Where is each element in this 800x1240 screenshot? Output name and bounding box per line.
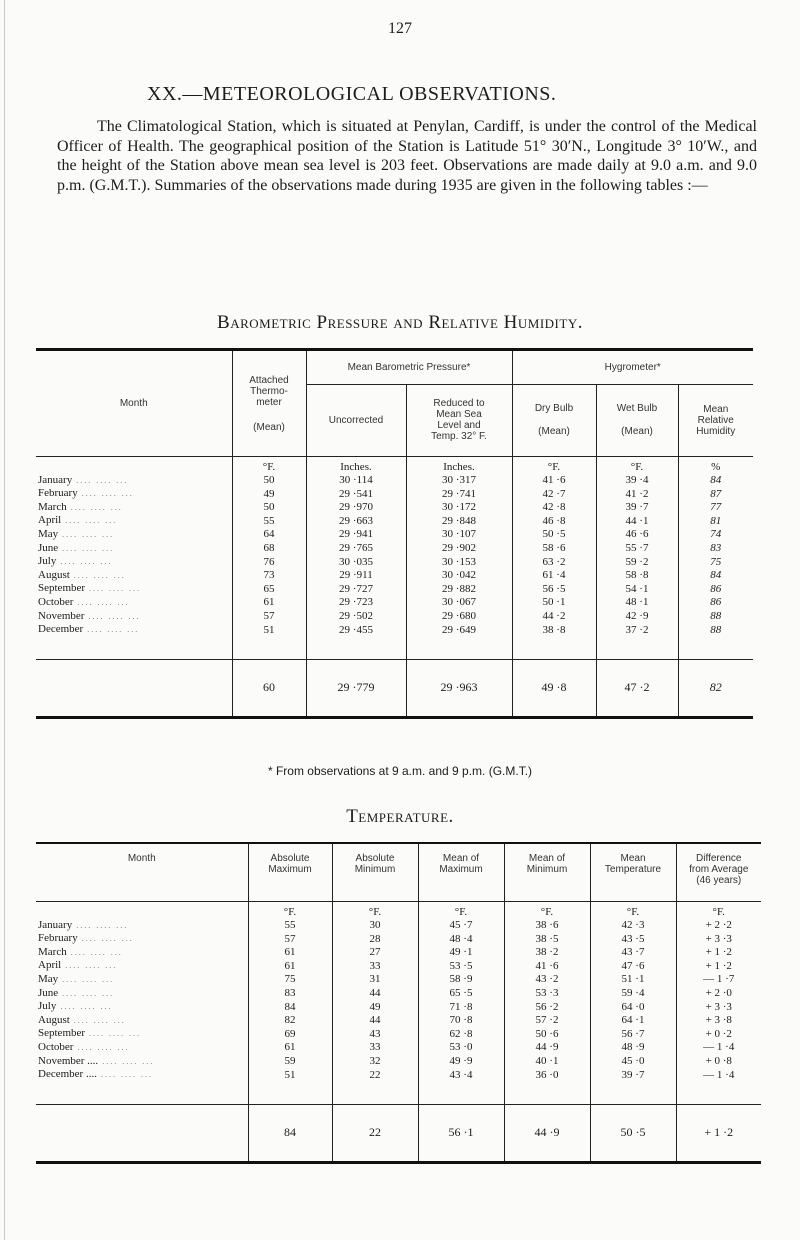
table-row (36, 487, 753, 501)
mean_min-cell: 56 ·2 (504, 1000, 590, 1014)
leader-dots: .... .... ... (72, 920, 129, 930)
month-cell (36, 501, 232, 515)
mean_temp-cell: 51 ·1 (590, 973, 676, 987)
month-cell (36, 932, 248, 946)
wet-cell: 48 ·1 (596, 596, 678, 610)
rh-cell: 86 (678, 596, 753, 610)
wet-cell: 44 ·1 (596, 514, 678, 528)
abs_min-cell: 27 (332, 946, 418, 960)
mean_min-cell: 38 ·2 (504, 946, 590, 960)
summary-mean_min: 44 ·9 (504, 1104, 590, 1162)
header-relative-humidity: Mean Relative Humidity (678, 384, 753, 456)
attached-cell: 51 (232, 623, 306, 659)
wet-cell: 37 ·2 (596, 623, 678, 659)
attached-cell: 64 (232, 528, 306, 542)
header-dry-bulb: Dry Bulb (Mean) (512, 384, 596, 456)
mean_max-cell: 53 ·5 (418, 959, 504, 973)
diff-cell: — 1 ·4 (676, 1068, 761, 1104)
dry-cell: 50 ·1 (512, 596, 596, 610)
leader-dots: .... .... ... (73, 1042, 130, 1052)
unit-wet: °F. (596, 457, 678, 474)
leader-dots: .... .... ... (77, 489, 134, 499)
mean_min-cell: 43 ·2 (504, 973, 590, 987)
table-row (36, 542, 753, 556)
mean_temp-cell: 64 ·0 (590, 1000, 676, 1014)
rh-cell: 88 (678, 610, 753, 624)
month-cell (36, 973, 248, 987)
leader-dots: .... .... ... (61, 961, 118, 971)
summary-month-cell (36, 659, 232, 717)
abs_max-cell: 69 (248, 1027, 332, 1041)
month-name: November .... (38, 1054, 99, 1067)
diff-cell: + 2 ·2 (676, 919, 761, 933)
month-cell (36, 1041, 248, 1055)
reduced-cell: 29 ·902 (406, 542, 512, 556)
wet-cell: 42 ·9 (596, 610, 678, 624)
month-name: July (38, 1000, 57, 1013)
rh-cell: 87 (678, 487, 753, 501)
leader-dots: .... .... ... (72, 475, 129, 485)
reduced-cell: 29 ·848 (406, 514, 512, 528)
intro-paragraph: The Climatological Station, which is situated at Penylan, Cardiff, is under the control of the Medical Officer of Health. The geographical position of the Station is Latitude 51° 30′N., Longitude 3° 10′W., and the height of the Station above mean sea level is 203 feet. Observations are made daily at 9.0 a.m. and 9.0 p.m. (G.M.T.). Summaries of the observations made during 1935 are given in the following tables :— (57, 118, 757, 194)
table-row (36, 582, 753, 596)
header-month: Month (36, 350, 232, 457)
summary-abs_min: 22 (332, 1104, 418, 1162)
mean_min-cell: 44 ·9 (504, 1041, 590, 1055)
month-name: February (38, 487, 78, 500)
header-reduced: Reduced to Mean Sea Level and Temp. 32° F. (406, 384, 512, 456)
table-row (36, 514, 753, 528)
month-cell (36, 555, 232, 569)
uncorrected-cell: 29 ·727 (306, 582, 406, 596)
mean_min-cell: 38 ·6 (504, 919, 590, 933)
summary-rh: 82 (678, 659, 753, 717)
page-title: XX.—METEOROLOGICAL OBSERVATIONS. (147, 83, 557, 105)
mean_min-cell: 50 ·6 (504, 1027, 590, 1041)
summary-diff: + 1 ·2 (676, 1104, 761, 1162)
leader-dots: .... .... ... (56, 557, 113, 567)
month-name: August (38, 568, 70, 581)
attached-cell: 73 (232, 569, 306, 583)
attached-cell: 61 (232, 596, 306, 610)
month-name: June (38, 986, 59, 999)
leader-dots: .... .... ... (61, 516, 118, 526)
mean_max-cell: 49 ·9 (418, 1055, 504, 1069)
reduced-cell: 30 ·317 (406, 474, 512, 488)
table-row (36, 932, 761, 946)
abs_min-cell: 22 (332, 1068, 418, 1104)
leader-dots: .... .... ... (58, 543, 115, 553)
month-cell (36, 1055, 248, 1069)
abs_min-cell: 33 (332, 959, 418, 973)
summary-attached: 60 (232, 659, 306, 717)
abs_max-cell: 84 (248, 1000, 332, 1014)
abs_max-cell: 59 (248, 1055, 332, 1069)
leader-dots: .... .... ... (85, 1029, 142, 1039)
diff-cell: + 1 ·2 (676, 946, 761, 960)
unit-attached: °F. (232, 457, 306, 474)
uncorrected-cell: 29 ·765 (306, 542, 406, 556)
temperature-table (36, 842, 761, 1164)
table-row (36, 919, 761, 933)
summary-month-cell (36, 1104, 248, 1162)
mean_temp-cell: 43 ·5 (590, 932, 676, 946)
header-pressure-group: Mean Barometric Pressure* (306, 350, 512, 385)
abs_min-cell: 33 (332, 1041, 418, 1055)
month-name: December (38, 623, 84, 636)
mean_min-cell: 40 ·1 (504, 1055, 590, 1069)
month-cell (36, 1068, 248, 1104)
mean_min-cell: 53 ·3 (504, 987, 590, 1001)
table-row (36, 610, 753, 624)
diff-cell: + 0 ·8 (676, 1055, 761, 1069)
month-name: December .... (38, 1068, 97, 1081)
page-number: 127 (388, 20, 412, 37)
month-cell (36, 919, 248, 933)
uncorrected-cell: 29 ·941 (306, 528, 406, 542)
month-cell (36, 474, 232, 488)
dry-cell: 50 ·5 (512, 528, 596, 542)
uncorrected-cell: 29 ·455 (306, 623, 406, 659)
mean_temp-cell: 59 ·4 (590, 987, 676, 1001)
summary-reduced: 29 ·963 (406, 659, 512, 717)
header-hygrometer-group: Hygrometer* (512, 350, 753, 385)
table-row (36, 946, 761, 960)
page-margin-line (4, 0, 5, 1240)
month-name: January (38, 918, 73, 931)
mean_max-cell: 48 ·4 (418, 932, 504, 946)
month-name: March (38, 945, 67, 958)
diff-cell: + 1 ·2 (676, 959, 761, 973)
mean_temp-cell: 39 ·7 (590, 1068, 676, 1104)
units-row (36, 457, 753, 474)
rh-cell: 83 (678, 542, 753, 556)
table-row (36, 623, 753, 659)
summary-dry: 49 ·8 (512, 659, 596, 717)
mean_max-cell: 71 ·8 (418, 1000, 504, 1014)
abs_min-cell: 43 (332, 1027, 418, 1041)
units-month-cell (36, 457, 232, 474)
header-mean-minimum: Mean of Minimum (504, 843, 590, 902)
table-row (36, 959, 761, 973)
abs_min-cell: 31 (332, 973, 418, 987)
unit-reduced: Inches. (406, 457, 512, 474)
month-cell (36, 946, 248, 960)
unit-mean_temp: °F. (590, 902, 676, 919)
leader-dots: .... .... ... (83, 625, 140, 635)
mean_max-cell: 49 ·1 (418, 946, 504, 960)
mean_max-cell: 70 ·8 (418, 1014, 504, 1028)
month-cell (36, 1014, 248, 1028)
table-row (36, 1027, 761, 1041)
wet-cell: 39 ·4 (596, 474, 678, 488)
rh-cell: 88 (678, 623, 753, 659)
leader-dots: .... .... ... (69, 1015, 126, 1025)
month-name: July (38, 555, 57, 568)
mean_temp-cell: 64 ·1 (590, 1014, 676, 1028)
leader-dots: .... .... ... (58, 529, 115, 539)
month-name: September (38, 1027, 86, 1040)
table-row (36, 987, 761, 1001)
month-cell (36, 623, 232, 659)
summary-row (36, 1104, 761, 1162)
header-uncorrected: Uncorrected (306, 384, 406, 456)
table-row (36, 596, 753, 610)
month-cell (36, 542, 232, 556)
attached-cell: 50 (232, 474, 306, 488)
diff-cell: + 2 ·0 (676, 987, 761, 1001)
uncorrected-cell: 29 ·502 (306, 610, 406, 624)
dry-cell: 44 ·2 (512, 610, 596, 624)
reduced-cell: 29 ·649 (406, 623, 512, 659)
rh-cell: 81 (678, 514, 753, 528)
table-row (36, 555, 753, 569)
table-row (36, 1068, 761, 1104)
rh-cell: 77 (678, 501, 753, 515)
reduced-cell: 30 ·042 (406, 569, 512, 583)
wet-cell: 39 ·7 (596, 501, 678, 515)
unit-mean_min: °F. (504, 902, 590, 919)
leader-dots: .... .... ... (73, 597, 130, 607)
barometric-footnote: * From observations at 9 a.m. and 9 p.m. (G.M.T.) (267, 764, 533, 778)
mean_temp-cell: 42 ·3 (590, 919, 676, 933)
diff-cell: + 0 ·2 (676, 1027, 761, 1041)
mean_temp-cell: 48 ·9 (590, 1041, 676, 1055)
abs_max-cell: 61 (248, 1041, 332, 1055)
leader-dots: .... .... ... (66, 502, 123, 512)
attached-cell: 57 (232, 610, 306, 624)
units-row (36, 902, 761, 919)
month-cell (36, 596, 232, 610)
summary-abs_max: 84 (248, 1104, 332, 1162)
wet-cell: 46 ·6 (596, 528, 678, 542)
abs_max-cell: 61 (248, 946, 332, 960)
leader-dots: .... .... ... (66, 947, 123, 957)
header-difference-from-average: Difference from Average (46 years) (676, 843, 761, 902)
diff-cell: + 3 ·8 (676, 1014, 761, 1028)
wet-cell: 59 ·2 (596, 555, 678, 569)
mean_max-cell: 45 ·7 (418, 919, 504, 933)
header-attached-thermometer: Attached Thermo- meter (Mean) (232, 350, 306, 457)
header-wet-bulb: Wet Bulb (Mean) (596, 384, 678, 456)
dry-cell: 38 ·8 (512, 623, 596, 659)
table-row (36, 1041, 761, 1055)
dry-cell: 63 ·2 (512, 555, 596, 569)
month-cell (36, 569, 232, 583)
dry-cell: 42 ·7 (512, 487, 596, 501)
barometric-table (36, 348, 753, 719)
abs_min-cell: 44 (332, 987, 418, 1001)
abs_min-cell: 28 (332, 932, 418, 946)
month-cell (36, 514, 232, 528)
reduced-cell: 30 ·107 (406, 528, 512, 542)
rh-cell: 84 (678, 569, 753, 583)
leader-dots: .... .... ... (77, 934, 134, 944)
uncorrected-cell: 29 ·970 (306, 501, 406, 515)
unit-dry: °F. (512, 457, 596, 474)
uncorrected-cell: 29 ·663 (306, 514, 406, 528)
attached-cell: 76 (232, 555, 306, 569)
abs_max-cell: 82 (248, 1014, 332, 1028)
uncorrected-cell: 30 ·114 (306, 474, 406, 488)
reduced-cell: 29 ·882 (406, 582, 512, 596)
month-cell (36, 528, 232, 542)
summary-mean_temp: 50 ·5 (590, 1104, 676, 1162)
diff-cell: + 3 ·3 (676, 932, 761, 946)
attached-cell: 50 (232, 501, 306, 515)
mean_max-cell: 53 ·0 (418, 1041, 504, 1055)
month-name: October (38, 595, 74, 608)
abs_max-cell: 57 (248, 932, 332, 946)
month-cell (36, 610, 232, 624)
wet-cell: 55 ·7 (596, 542, 678, 556)
leader-dots: .... .... ... (96, 1070, 153, 1080)
attached-cell: 68 (232, 542, 306, 556)
unit-abs_max: °F. (248, 902, 332, 919)
mean_temp-cell: 43 ·7 (590, 946, 676, 960)
leader-dots: .... .... ... (58, 988, 115, 998)
table-row (36, 501, 753, 515)
month-cell (36, 959, 248, 973)
rh-cell: 86 (678, 582, 753, 596)
reduced-cell: 30 ·067 (406, 596, 512, 610)
month-name: January (38, 473, 73, 486)
table-row (36, 1000, 761, 1014)
mean_max-cell: 62 ·8 (418, 1027, 504, 1041)
unit-uncorrected: Inches. (306, 457, 406, 474)
month-cell (36, 987, 248, 1001)
month-cell (36, 1027, 248, 1041)
wet-cell: 41 ·2 (596, 487, 678, 501)
diff-cell: — 1 ·4 (676, 1041, 761, 1055)
attached-cell: 65 (232, 582, 306, 596)
leader-dots: .... .... ... (84, 611, 141, 621)
table-row (36, 973, 761, 987)
dry-cell: 42 ·8 (512, 501, 596, 515)
header-mean-temperature: Mean Temperature (590, 843, 676, 902)
month-name: April (38, 514, 62, 527)
leader-dots: .... .... ... (58, 974, 115, 984)
summary-row (36, 659, 753, 717)
abs_max-cell: 55 (248, 919, 332, 933)
month-cell (36, 582, 232, 596)
table-row (36, 1014, 761, 1028)
uncorrected-cell: 30 ·035 (306, 555, 406, 569)
rh-cell: 74 (678, 528, 753, 542)
uncorrected-cell: 29 ·911 (306, 569, 406, 583)
dry-cell: 41 ·6 (512, 474, 596, 488)
abs_min-cell: 44 (332, 1014, 418, 1028)
mean_max-cell: 65 ·5 (418, 987, 504, 1001)
dry-cell: 58 ·6 (512, 542, 596, 556)
dry-cell: 61 ·4 (512, 569, 596, 583)
header-absolute-minimum: Absolute Minimum (332, 843, 418, 902)
summary-wet: 47 ·2 (596, 659, 678, 717)
summary-uncorrected: 29 ·779 (306, 659, 406, 717)
mean_temp-cell: 45 ·0 (590, 1055, 676, 1069)
abs_max-cell: 83 (248, 987, 332, 1001)
unit-rh: % (678, 457, 753, 474)
mean_max-cell: 43 ·4 (418, 1068, 504, 1104)
diff-cell: + 3 ·3 (676, 1000, 761, 1014)
month-cell (36, 487, 232, 501)
abs_max-cell: 75 (248, 973, 332, 987)
rh-cell: 84 (678, 474, 753, 488)
month-name: March (38, 500, 67, 513)
month-name: May (38, 972, 59, 985)
attached-cell: 55 (232, 514, 306, 528)
mean_temp-cell: 56 ·7 (590, 1027, 676, 1041)
header-mean-maximum: Mean of Maximum (418, 843, 504, 902)
units-month-cell (36, 902, 248, 919)
reduced-cell: 30 ·172 (406, 501, 512, 515)
abs_max-cell: 61 (248, 959, 332, 973)
abs_min-cell: 32 (332, 1055, 418, 1069)
dry-cell: 56 ·5 (512, 582, 596, 596)
mean_min-cell: 38 ·5 (504, 932, 590, 946)
reduced-cell: 29 ·680 (406, 610, 512, 624)
mean_max-cell: 58 ·9 (418, 973, 504, 987)
leader-dots: .... .... ... (69, 570, 126, 580)
month-cell (36, 1000, 248, 1014)
unit-mean_max: °F. (418, 902, 504, 919)
month-name: May (38, 527, 59, 540)
temperature-section-title: Temperature. (346, 806, 454, 827)
uncorrected-cell: 29 ·541 (306, 487, 406, 501)
table-row (36, 528, 753, 542)
table-row (36, 474, 753, 488)
reduced-cell: 30 ·153 (406, 555, 512, 569)
table-row (36, 1055, 761, 1069)
unit-diff: °F. (676, 902, 761, 919)
summary-mean_max: 56 ·1 (418, 1104, 504, 1162)
header-absolute-maximum: Absolute Maximum (248, 843, 332, 902)
month-name: April (38, 959, 62, 972)
month-name: November (38, 609, 85, 622)
wet-cell: 54 ·1 (596, 582, 678, 596)
abs_min-cell: 30 (332, 919, 418, 933)
header-month: Month (36, 843, 248, 902)
attached-cell: 49 (232, 487, 306, 501)
month-name: June (38, 541, 59, 554)
wet-cell: 58 ·8 (596, 569, 678, 583)
abs_max-cell: 51 (248, 1068, 332, 1104)
abs_min-cell: 49 (332, 1000, 418, 1014)
month-name: February (38, 932, 78, 945)
uncorrected-cell: 29 ·723 (306, 596, 406, 610)
table-row (36, 569, 753, 583)
dry-cell: 46 ·8 (512, 514, 596, 528)
leader-dots: .... .... ... (98, 1056, 155, 1066)
month-name: September (38, 582, 86, 595)
reduced-cell: 29 ·741 (406, 487, 512, 501)
mean_min-cell: 57 ·2 (504, 1014, 590, 1028)
rh-cell: 75 (678, 555, 753, 569)
mean_min-cell: 41 ·6 (504, 959, 590, 973)
mean_min-cell: 36 ·0 (504, 1068, 590, 1104)
leader-dots: .... .... ... (56, 1002, 113, 1012)
leader-dots: .... .... ... (85, 584, 142, 594)
month-name: October (38, 1040, 74, 1053)
mean_temp-cell: 47 ·6 (590, 959, 676, 973)
month-name: August (38, 1013, 70, 1026)
diff-cell: — 1 ·7 (676, 973, 761, 987)
barometric-section-title: Barometric Pressure and Relative Humidity. (217, 312, 583, 333)
unit-abs_min: °F. (332, 902, 418, 919)
